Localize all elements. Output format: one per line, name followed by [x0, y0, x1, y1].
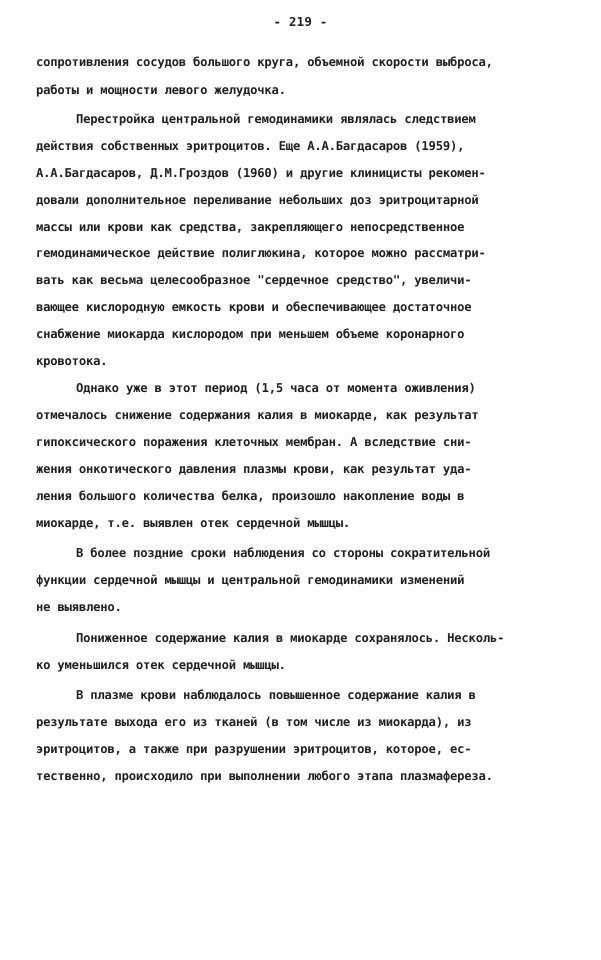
paragraph-2-line-2: действия собственных эритроцитов. Еще А.А.Багдасаров (1959),	[36, 139, 465, 153]
paragraph-5-line-2: ко уменьшился отек сердечной мышцы.	[36, 658, 286, 672]
paragraph-1-line-1: сопротивления сосудов большого круга, объемной скорости выброса,	[36, 55, 493, 69]
paragraph-2-line-5: массы или крови как средства, закрепляющего непосредственное	[36, 220, 465, 234]
paragraph-2-line-7: вать как весьма целесообразное "сердечное средство", увеличи-	[36, 273, 472, 287]
page-number: - 219 -	[273, 14, 328, 29]
paragraph-3-line-1: Однако уже в этот период (1,5 часа от момента оживления)	[76, 381, 476, 395]
paragraph-2-line-6: гемодинамическое действие полиглюкина, которое можно рассматри-	[36, 246, 486, 260]
paragraph-3-line-4: жения онкотического давления плазмы крови, как результат уда-	[36, 462, 472, 476]
paragraph-2-line-9: снабжение миокарда кислородом при меньшем объеме коронарного	[36, 327, 465, 341]
paragraph-4-line-2: функции сердечной мышцы и центральной гемодинамики изменений	[36, 573, 465, 587]
paragraph-2-line-10: кровотока.	[36, 354, 108, 368]
paragraph-6-line-4: тественно, происходило при выполнении любого этапа плазмафереза.	[36, 769, 493, 783]
paragraph-3-line-2: отмечалось снижение содержания калия в миокарде, как результат	[36, 408, 479, 422]
paragraph-3-line-6: миокарде, т.е. выявлен отек сердечной мышцы.	[36, 516, 351, 530]
paragraph-5-line-1: Пониженное содержание калия в миокарде сохранялось. Несколь-	[76, 631, 505, 645]
paragraph-2-line-3: А.А.Багдасаров, Д.М.Гроздов (1960) и другие клиницисты рекомен-	[36, 166, 486, 180]
paragraph-3-line-5: ления большого количества белка, произошло накопление воды в	[36, 489, 465, 503]
paragraph-2-line-1: Перестройка центральной гемодинамики являлась следствием	[76, 112, 476, 126]
paragraph-4-line-3: не выявлено.	[36, 600, 122, 614]
paragraph-6-line-1: В плазме крови наблюдалось повышенное содержание калия в	[76, 688, 476, 702]
paragraph-2-line-8: вающее кислородную емкость крови и обеспечивающее достаточное	[36, 300, 472, 314]
paragraph-6-line-3: эритроцитов, а также при разрушении эритроцитов, которое, ес-	[36, 742, 472, 756]
paragraph-2-line-4: довали дополнительное переливание небольших доз эритроцитарной	[36, 193, 479, 207]
paragraph-3-line-3: гипоксического поражения клеточных мембран. А вследствие сни-	[36, 435, 472, 449]
paragraph-4-line-1: В более поздние сроки наблюдения со стороны сократительной	[76, 546, 490, 560]
paragraph-1-line-2: работы и мощности левого желудочка.	[36, 83, 286, 97]
paragraph-6-line-2: результате выхода его из тканей (в том числе из миокарда), из	[36, 715, 472, 729]
